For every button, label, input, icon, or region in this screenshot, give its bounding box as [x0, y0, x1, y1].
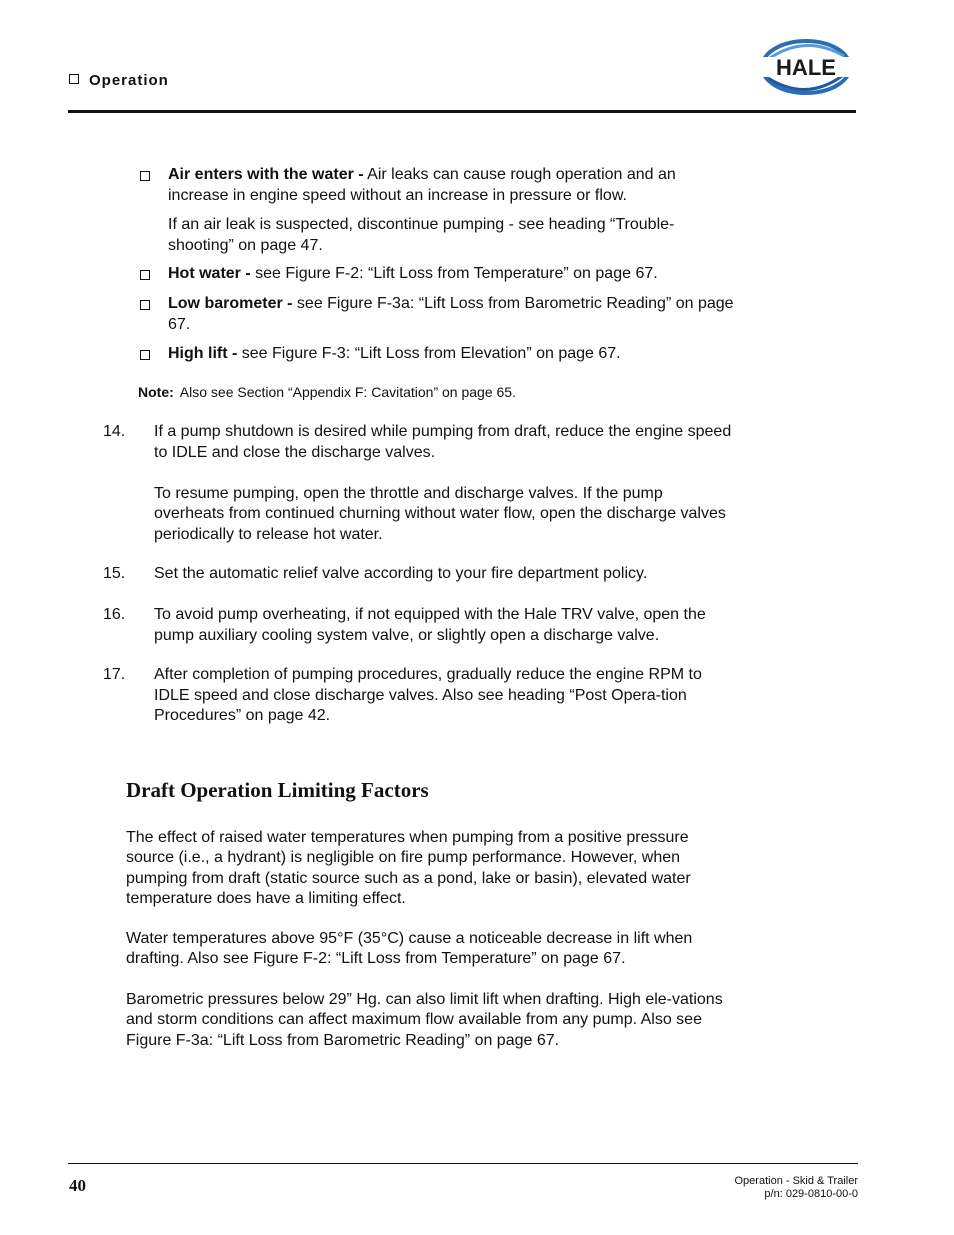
step-17	[103, 665, 743, 727]
bullet-text: Air leaks can cause rough operation and an increase in engine speed without an increase in pressure or flow.	[168, 166, 676, 204]
bullet-text: see Figure F-3: “Lift Loss from Elevation” on page 67.	[237, 345, 621, 362]
footer-part-number: p/n: 029-0810-00-0	[764, 1188, 858, 1200]
body-paragraph: Water temperatures above 95°F (35°C) cause a noticeable decrease in lift when drafting. Also see Figure F-2: “Lift Loss from Temperature” on page 67.	[126, 930, 693, 968]
step-number: 17.	[103, 666, 126, 683]
checkbox-bullet-icon	[140, 350, 150, 360]
step-15	[103, 564, 743, 585]
note	[138, 384, 516, 400]
bullet-high-lift	[140, 344, 740, 365]
bullet-label: Low barometer -	[168, 295, 293, 312]
header-rule	[68, 110, 856, 113]
bullet-text: see Figure F-3a: “Lift Loss from Barometric Reading” on page 67.	[168, 295, 734, 333]
step-number: 14.	[103, 423, 126, 440]
logo-text: HALE	[776, 55, 836, 80]
bullet-text: see Figure F-2: “Lift Loss from Temperature” on page 67.	[250, 265, 658, 282]
checkbox-bullet-icon	[140, 300, 150, 310]
step-16	[103, 605, 743, 646]
body-paragraph: Barometric pressures below 29” Hg. can also limit lift when drafting. High ele-vations and storm conditions can affect maximum flow available from any pump. Also see Figure F-3a: “Lift Loss from Barometric Reading” on page 67.	[126, 991, 723, 1049]
page-number: 40	[69, 1176, 86, 1195]
running-header	[69, 72, 169, 89]
section-heading: Draft Operation Limiting Factors	[126, 778, 429, 802]
step-paragraph: After completion of pumping procedures, gradually reduce the engine RPM to IDLE speed and close discharge valves. Also see heading “Post Opera-tion Procedures” on page 42.	[154, 666, 702, 724]
bullet-label: Hot water -	[168, 265, 251, 282]
bullet-hot-water	[140, 264, 740, 285]
step-paragraph: To avoid pump overheating, if not equipped with the Hale TRV valve, open the pump auxiliary cooling system valve, or slightly open a discharge valve.	[154, 606, 706, 644]
checkbox-bullet-icon	[140, 270, 150, 280]
checkbox-bullet-icon	[69, 74, 79, 84]
bullet-low-barometer	[140, 294, 740, 335]
air-leak-paragraph: If an air leak is suspected, discontinue pumping - see heading “Trouble-shooting” on page 47.	[168, 216, 675, 254]
running-header-label: Operation	[89, 72, 169, 89]
footer-rule	[68, 1163, 858, 1164]
bullet-label: High lift -	[168, 345, 238, 362]
step-paragraph: To resume pumping, open the throttle and discharge valves. If the pump overheats from continued churning without water flow, open the discharge valves periodically to release hot water.	[154, 484, 726, 543]
footer-title: Operation - Skid & Trailer	[734, 1175, 858, 1187]
step-number: 16.	[103, 606, 126, 623]
step-paragraph: Set the automatic relief valve according to your fire department policy.	[154, 565, 648, 582]
footer-info	[735, 1175, 859, 1201]
hale-logo	[756, 36, 856, 98]
step-14	[103, 422, 743, 545]
checkbox-bullet-icon	[140, 171, 150, 181]
step-number: 15.	[103, 565, 126, 582]
note-text: Also see Section “Appendix F: Cavitation” on page 65.	[179, 384, 516, 400]
bullet-air-enters	[140, 165, 740, 206]
body-paragraph: The effect of raised water temperatures when pumping from a positive pressure source (i.e., a hydrant) is negligible on fire pump performance. However, when pumping from draft (static source such as a pond, lake or basin), elevated water temperature does have a limiting effect.	[126, 829, 691, 907]
bullet-label: Air enters with the water -	[168, 166, 364, 183]
note-label: Note:	[138, 384, 174, 400]
step-paragraph: If a pump shutdown is desired while pumping from draft, reduce the engine speed to IDLE and close the discharge valves.	[154, 423, 732, 461]
